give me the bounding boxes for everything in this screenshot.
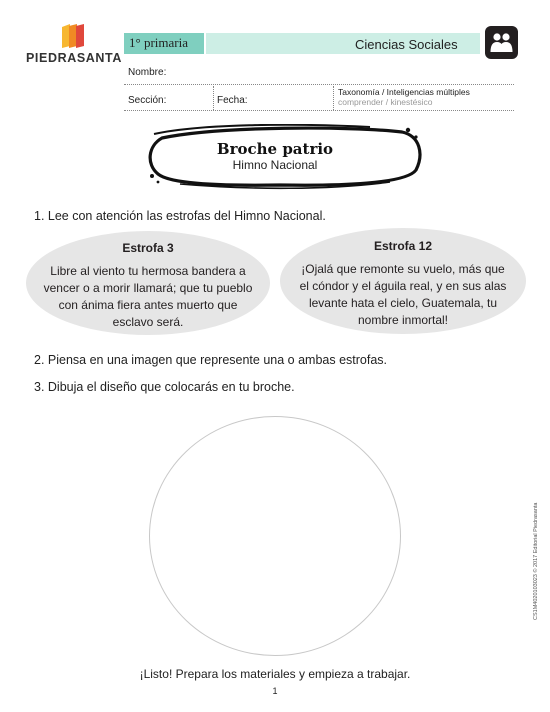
name-label: Nombre: [128, 67, 167, 78]
section-divider [213, 86, 214, 110]
group-work-icon [485, 26, 518, 59]
page-title: Broche patrio [216, 140, 334, 158]
stanza-3-line: esclavo será. [112, 315, 184, 329]
section-line [124, 110, 514, 111]
subject-label: Ciencias Sociales [355, 37, 458, 52]
copyright-note: CS1M4020103023 © 2017 Editorial Piedrasanta [533, 502, 539, 620]
name-line [124, 84, 514, 85]
instruction-3: 3. Dibuja el diseño que colocarás en tu broche. [34, 380, 295, 394]
stanza-12-line: nombre inmortal! [357, 313, 449, 327]
stanza-3-line: Libre al viento tu hermosa bandera a [50, 264, 246, 278]
section-label: Sección: [128, 95, 167, 106]
brand-name: PIEDRASANTA [26, 51, 122, 65]
stanza-12-line: levante hata el cielo, Guatemala, tu [308, 296, 498, 310]
taxonomy-values: comprender / kinestésico [338, 97, 433, 107]
instruction-1: 1. Lee con atención las estrofas del Himno Nacional. [34, 209, 326, 223]
grade-label: 1° primaria [129, 35, 188, 50]
stanza-12-text [280, 261, 526, 329]
page-number: 1 [272, 686, 278, 696]
page-subtitle: Himno Nacional [232, 158, 318, 172]
brand-logo-mark [60, 24, 86, 48]
stanza-12-title: Estrofa 12 [373, 239, 433, 253]
stanza-3-line: vencer o a morir llamará; que tu pueblo [43, 281, 253, 295]
date-divider [333, 86, 334, 110]
taxonomy-title: Taxonomía / Inteligencias múltiples [338, 87, 470, 97]
closing-message: ¡Listo! Prepara los materiales y empieza a trabajar. [139, 667, 411, 681]
stanza-3-line: con ánima fiera antes muerto que [58, 298, 238, 312]
stanza-3-text [26, 263, 270, 331]
brooch-drawing-circle[interactable] [149, 416, 401, 656]
date-label: Fecha: [217, 95, 248, 106]
stanza-3-title: Estrofa 3 [122, 241, 174, 255]
stanza-12-line: el cóndor y el águila real, y en sus alas [299, 279, 507, 293]
stanza-12-line: ¡Ojalá que remonte su vuelo, más que [301, 262, 505, 276]
instruction-2: 2. Piensa en una imagen que represente una o ambas estrofas. [34, 353, 388, 367]
